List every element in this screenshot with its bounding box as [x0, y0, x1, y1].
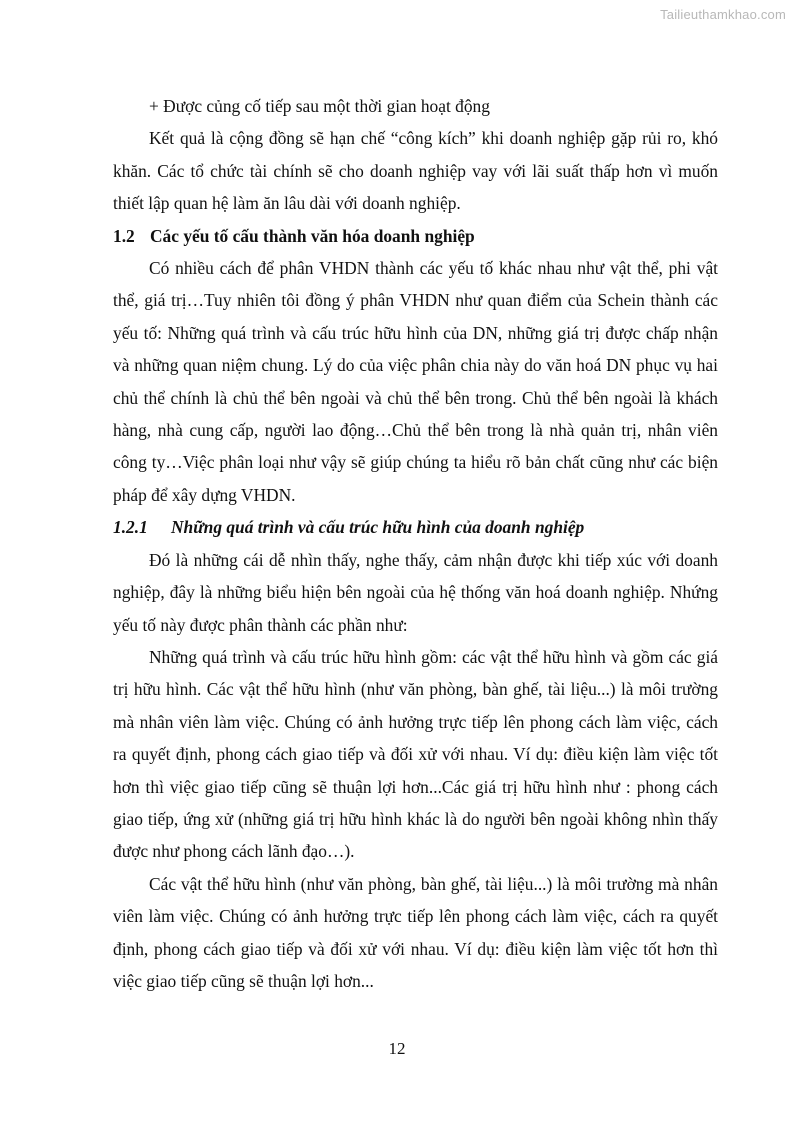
heading-1-2-title: Các yếu tố cấu thành văn hóa doanh nghiệp [150, 225, 475, 246]
heading-1-2 [113, 220, 718, 252]
paragraph-1: + Được củng cố tiếp sau một thời gian hoạt động [149, 96, 490, 116]
heading-1-2-1 [113, 511, 718, 543]
page-body [113, 90, 718, 997]
paragraph-3: Có nhiều cách để phân VHDN thành các yếu tố khác nhau như vật thể, phi vật thể, giá trị…Tuy nhiên tôi đồng ý phân VHDN như quan điểm của Schein thành các yếu tố: Những quá trình và cấu trúc hữu hình của DN, những giá trị được chấp nhận và những quan niệm chung. Lý do của việc phân chia này do văn hoá DN phục vụ hai chủ thể chính là chủ thể bên ngoài và chủ thể bên trong. Chủ thể bên ngoài là khách hàng, nhà cung cấp, người lao động…Chủ thể bên trong là nhà quản trị, nhân viên công ty…Việc phân loại như vậy sẽ giúp chúng ta hiểu rõ bản chất cũng như các biện pháp để xây dựng VHDN. [113, 258, 718, 505]
paragraph-4: Đó là những cái dễ nhìn thấy, nghe thấy, cảm nhận được khi tiếp xúc với doanh nghiệp, đây là những biểu hiện bên ngoài của hệ thống văn hoá doanh nghiệp. Nhứng yếu tố này được phân thành các phần như: [113, 549, 718, 635]
page-number: 12 [388, 1039, 406, 1058]
heading-1-2-1-number: 1.2.1 [113, 517, 148, 538]
heading-1-2-number: 1.2 [113, 225, 135, 246]
watermark-text: Tailieuthamkhao.com [660, 7, 786, 22]
paragraph-6: Các vật thể hữu hình (như văn phòng, bàn ghế, tài liệu...) là môi trường mà nhân viên làm việc. Chúng có ảnh hưởng trực tiếp lên phong cách làm việc, cách ra quyết định, phong cách giao tiếp và đối xử với nhau. Ví dụ: điều kiện làm việc tốt hơn thì việc giao tiếp cũng sẽ thuận lợi hơn... [113, 873, 718, 991]
paragraph-2: Kết quả là cộng đồng sẽ hạn chế “công kích” khi doanh nghiệp gặp rủi ro, khó khăn. Các tổ chức tài chính sẽ cho doanh nghiệp vay với lãi suất thấp hơn vì muốn thiết lập quan hệ làm ăn lâu dài với doanh nghiệp. [113, 128, 718, 214]
heading-1-2-1-title: Những quá trình và cấu trúc hữu hình của doanh nghiệp [171, 517, 585, 538]
paragraph-5: Những quá trình và cấu trúc hữu hình gồm: các vật thể hữu hình và gồm các giá trị hữu hình. Các vật thể hữu hình (như văn phòng, bàn ghế, tài liệu...) là môi trường mà nhân viên làm việc. Chúng có ảnh hưởng trực tiếp lên phong cách làm việc, cách ra quyết định, phong cách giao tiếp và đối xử với nhau. Ví dụ: điều kiện làm việc tốt hơn thì việc giao tiếp cũng sẽ thuận lợi hơn...Các giá trị hữu hình như : phong cách giao tiếp, ứng xử (những giá trị hữu hình khác là do người bên ngoài không nhìn thấy được như phong cách lãnh đạo…). [113, 646, 718, 862]
